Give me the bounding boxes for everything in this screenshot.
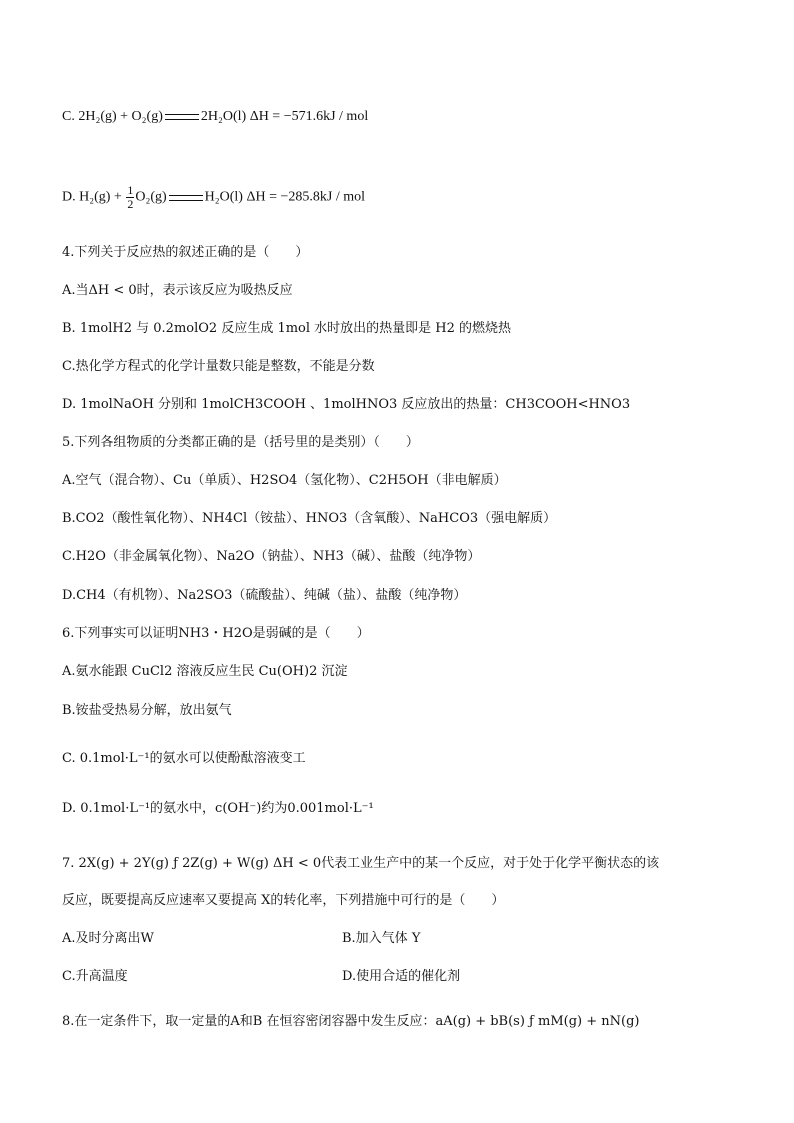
question-4-option-b: B. 1molH2 与 0.2molO2 反应生成 1mol 水时放出的热量即是 H2 的燃烧热 — [62, 321, 512, 336]
equation-right: H₂O(l) ΔH = −285.8kJ / mol — [204, 189, 365, 205]
question-7-line-2: 反应，既要提高反应速率又要提高 X的转化率，下列措施中可行的是（ ） — [62, 893, 505, 908]
fraction-denominator: 2 — [127, 197, 134, 211]
reaction-arrow-icon — [169, 195, 203, 201]
fraction-numerator: 1 — [127, 183, 134, 197]
question-4-option-d: D. 1molNaOH 分别和 1molCH3COOH 、1molHNO3 反应放出的热量：CH3COOH<HNO3 — [62, 397, 631, 412]
question-6-option-b: B.铵盐受热易分解，放出氨气 — [62, 703, 232, 718]
reaction-arrow-icon — [165, 114, 199, 120]
fraction — [126, 184, 134, 211]
question-8: 8.在一定条件下，取一定量的A和B 在恒容密闭容器中发生反应：aA(g) + bB(s) ƒ mM(g) + nN(g) — [62, 1014, 640, 1029]
question-4-option-a: A.当ΔH < 0时，表示该反应为吸热反应 — [62, 283, 293, 298]
option-c-equation — [62, 108, 368, 126]
question-5-option-b: B.CO2（酸性氧化物）、NH4Cl（铵盐）、HNO3（含氧酸）、NaHCO3（强电解质） — [62, 511, 557, 526]
equation-mid: O₂(g) — [135, 189, 167, 205]
question-6-option-c: C. 0.1mol·L⁻¹的氨水可以使酚酞溶液变工 — [62, 751, 306, 766]
question-7-option-a: A.及时分离出W — [62, 931, 154, 946]
question-7-option-b: B.加入气体 Y — [342, 931, 421, 946]
question-7-line-1: 7. 2X(g) + 2Y(g) ƒ 2Z(g) + W(g) ΔH < 0代表工业生产中的某一个反应，对于处于化学平衡状态的该 — [62, 856, 660, 871]
equation-left: D. H₂(g) + — [62, 189, 122, 205]
question-6-option-a: A.氨水能跟 CuCl2 溶液反应生民 Cu(OH)2 沉淀 — [62, 664, 348, 679]
question-5: 5.下列各组物质的分类都正确的是（括号里的是类别）（ ） — [62, 435, 419, 450]
question-6: 6.下列事实可以证明NH3・H2O是弱碱的是（ ） — [62, 626, 370, 641]
option-d-equation — [62, 184, 365, 211]
question-4: 4.下列关于反应热的叙述正确的是（ ） — [62, 245, 309, 260]
question-5-option-d: D.CH4（有机物）、Na2SO3（硫酸盐）、纯碱（盐）、盐酸（纯净物） — [62, 588, 467, 603]
question-5-option-c: C.H2O（非金属氧化物）、Na2O（钠盐）、NH3（碱）、盐酸（纯净物） — [62, 549, 481, 564]
question-7-option-c: C.升高温度 — [62, 969, 128, 984]
equation-right: 2H₂O(l) ΔH = −571.6kJ / mol — [200, 109, 369, 124]
equation-left: C. 2H₂(g) + O₂(g) — [62, 109, 163, 124]
question-5-option-a: A.空气（混合物）、Cu（单质）、H2SO4（氢化物）、C2H5OH（非电解质） — [62, 473, 507, 488]
question-6-option-d: D. 0.1mol·L⁻¹的氨水中，c(OH⁻)约为0.001mol·L⁻¹ — [62, 801, 374, 816]
question-7-option-d: D.使用合适的催化剂 — [342, 969, 461, 984]
question-4-option-c: C.热化学方程式的化学计量数只能是整数，不能是分数 — [62, 359, 375, 374]
